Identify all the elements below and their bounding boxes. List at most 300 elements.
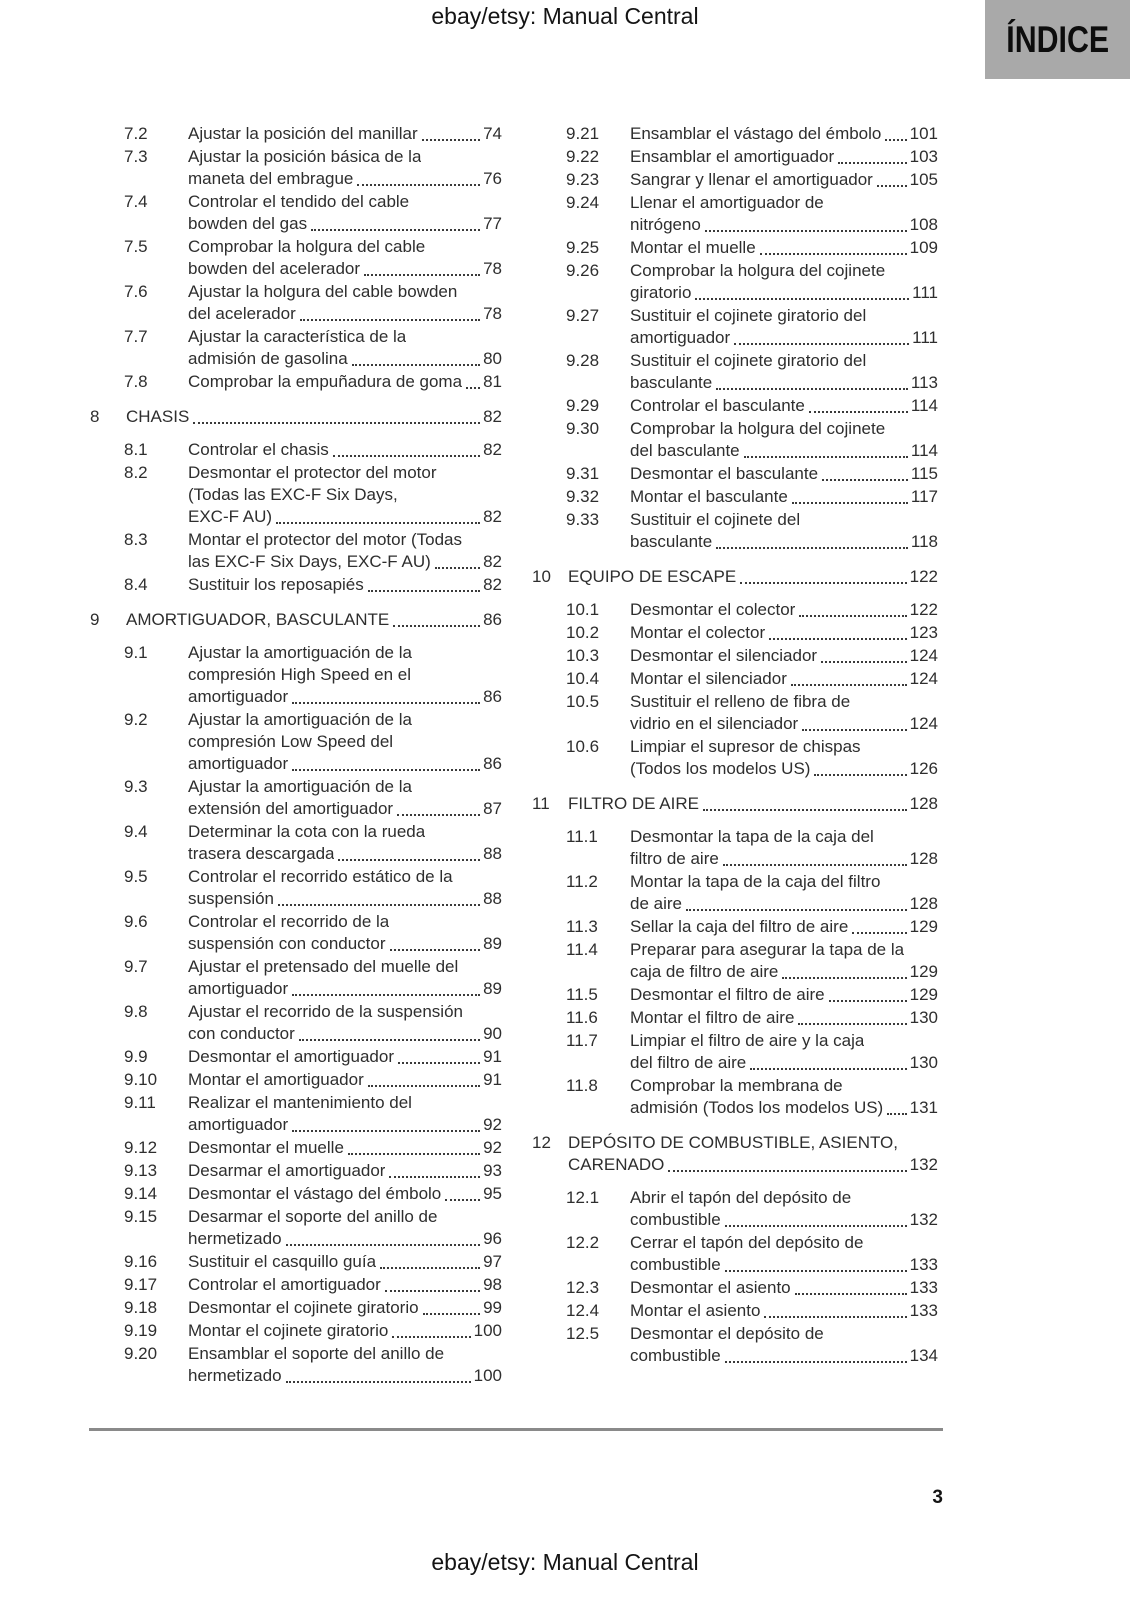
toc-section-entry [90, 406, 502, 428]
toc-entry-title [188, 462, 502, 528]
toc-entry-line [630, 916, 938, 938]
toc-entry-text: Ajustar la amortiguación de la [188, 643, 412, 662]
toc-entry-text: Controlar el tendido del cable [188, 192, 410, 211]
toc-entry-line [630, 327, 938, 349]
toc-entry-line [188, 664, 502, 686]
toc-entry-number: 9.22 [566, 147, 600, 166]
toc-item-entry [566, 622, 938, 644]
toc-item-entry [124, 642, 502, 708]
dot-leader [445, 1199, 480, 1201]
toc-item-entry [566, 509, 938, 553]
toc-entry-line [630, 599, 938, 621]
dot-leader [390, 949, 481, 951]
dot-leader [769, 638, 907, 640]
toc-entry-text: Sangrar y llenar el amortiguador [630, 170, 873, 189]
toc-entry-text: suspensión con conductor [188, 934, 386, 953]
toc-entry-number: 7.3 [124, 147, 148, 166]
dot-leader [292, 1130, 480, 1132]
toc-entry-text: Abrir el tapón del depósito de [630, 1188, 852, 1207]
dot-leader [338, 859, 480, 861]
toc-entry-text: Limpiar el filtro de aire y la caja [630, 1031, 865, 1050]
toc-entry-text: Desmontar el cojinete giratorio [188, 1298, 419, 1317]
header-title: ebay/etsy: Manual Central [431, 3, 699, 29]
toc-entry-title [630, 123, 938, 145]
toc-entry-line [188, 303, 502, 325]
toc-entry-page: 122 [909, 600, 938, 619]
toc-entry-title [630, 146, 938, 168]
footer-rule [89, 1428, 943, 1431]
dot-leader [792, 502, 908, 504]
toc-entry-line [188, 258, 502, 280]
toc-entry-page: 89 [483, 934, 502, 953]
toc-entry-page: 133 [909, 1278, 938, 1297]
toc-entry-text: combustible [630, 1346, 721, 1365]
toc-entry-title [188, 281, 502, 325]
toc-entry-page: 133 [909, 1301, 938, 1320]
toc-entry-line [630, 395, 938, 417]
toc-entry-line [630, 961, 938, 983]
toc-item-entry [566, 486, 938, 508]
toc-entry-text: trasera descargada [188, 844, 335, 863]
toc-item-entry [124, 1251, 502, 1273]
toc-entry-page: 131 [909, 1098, 938, 1117]
toc-item-entry [124, 956, 502, 1000]
toc-item-entry [124, 821, 502, 865]
toc-entry-number: 9.18 [124, 1298, 158, 1317]
toc-item-entry [566, 123, 938, 145]
dot-leader [782, 977, 906, 979]
toc-entry-line [188, 843, 502, 865]
toc-entry-title [630, 486, 938, 508]
toc-entry-title [126, 609, 502, 631]
toc-entry-text: EXC-F AU) [188, 507, 273, 526]
toc-entry-title [188, 1160, 502, 1182]
toc-entry-text: del filtro de aire [630, 1053, 747, 1072]
toc-entry-number: 7.6 [124, 282, 148, 301]
toc-entry-title [188, 1001, 502, 1045]
toc-item-entry [124, 529, 502, 573]
toc-entry-line [188, 168, 502, 190]
toc-entry-line [630, 736, 938, 758]
toc-item-entry [124, 776, 502, 820]
toc-entry-number: 7.2 [124, 124, 148, 143]
toc-entry-title [188, 776, 502, 820]
toc-entry-page: 124 [909, 669, 938, 688]
toc-column-right [532, 123, 938, 1368]
index-tab-label: ÍNDICE [1006, 18, 1109, 60]
toc-entry-text: de aire [630, 894, 682, 913]
toc-entry-text: amortiguador [188, 979, 289, 998]
toc-entry-line [188, 236, 502, 258]
dot-leader [686, 909, 907, 911]
toc-entry-line [188, 776, 502, 798]
toc-entry-number: 12.2 [566, 1233, 600, 1252]
toc-item-entry [566, 916, 938, 938]
toc-entry-number: 9.6 [124, 912, 148, 931]
toc-entry-number: 11.4 [566, 940, 598, 959]
toc-entry-line [630, 1187, 938, 1209]
toc-entry-title [630, 736, 938, 780]
toc-item-entry [124, 371, 502, 393]
dot-leader [791, 684, 907, 686]
toc-entry-title [630, 668, 938, 690]
toc-item-entry [124, 1137, 502, 1159]
toc-entry-text: Montar el filtro de aire [630, 1008, 795, 1027]
toc-entry-page: 117 [910, 487, 938, 506]
toc-entry-page: 115 [910, 464, 938, 483]
toc-entry-text: Preparar para asegurar la tapa de la [630, 940, 905, 959]
toc-item-entry [566, 237, 938, 259]
toc-entry-line [188, 866, 502, 888]
toc-entry-title [188, 1343, 502, 1387]
toc-entry-page: 129 [909, 985, 938, 1004]
toc-entry-line [630, 1300, 938, 1322]
toc-entry-page: 129 [909, 962, 938, 981]
toc-entry-title [630, 305, 938, 349]
toc-item-entry [124, 1206, 502, 1250]
toc-entry-text: Ajustar la amortiguación de la [188, 777, 412, 796]
toc-entry-line [188, 1206, 502, 1228]
toc-entry-text: Ensamblar el vástago del émbolo [630, 124, 882, 143]
toc-item-entry [566, 260, 938, 304]
dot-leader [397, 814, 480, 816]
toc-entry-text: Desmontar el colector [630, 600, 796, 619]
toc-item-entry [124, 1069, 502, 1091]
toc-entry-line [630, 848, 938, 870]
toc-entry-line [630, 622, 938, 644]
toc-entry-text: compresión High Speed en el [188, 665, 412, 684]
dot-leader [385, 1290, 480, 1292]
toc-entry-text: Llenar el amortiguador de [630, 193, 824, 212]
toc-entry-text: Ajustar la posición básica de la [188, 147, 422, 166]
toc-entry-title [188, 1274, 502, 1296]
toc-item-entry [124, 1320, 502, 1342]
toc-entry-line [188, 506, 502, 528]
toc-entry-text: amortiguador [188, 1115, 289, 1134]
toc-item-entry [566, 305, 938, 349]
toc-item-entry [124, 574, 502, 596]
toc-entry-text: Desmontar el basculante [630, 464, 819, 483]
toc-item-entry [566, 350, 938, 394]
toc-entry-title [630, 984, 938, 1006]
toc-entry-title [630, 916, 938, 938]
toc-entry-text: Desmontar el muelle [188, 1138, 344, 1157]
toc-entry-text: suspensión [188, 889, 275, 908]
toc-entry-text: CARENADO [568, 1155, 665, 1174]
toc-entry-text: Desmontar el vástago del émbolo [188, 1184, 442, 1203]
toc-entry-text: Comprobar la holgura del cojinete [630, 261, 886, 280]
toc-entry-line [630, 418, 938, 440]
toc-entry-line [188, 191, 502, 213]
toc-entry-number: 7.4 [124, 192, 148, 211]
toc-entry-text: Montar el silenciador [630, 669, 787, 688]
toc-entry-text: maneta del embrague [188, 169, 354, 188]
toc-entry-line [188, 1001, 502, 1023]
toc-entry-text: vidrio en el silenciador [630, 714, 799, 733]
toc-item-entry [566, 826, 938, 870]
toc-entry-text: Ensamblar el soporte del anillo de [188, 1344, 445, 1363]
dot-leader [822, 479, 908, 481]
toc-entry-text: Controlar el basculante [630, 396, 805, 415]
toc-entry-number: 9.30 [566, 419, 600, 438]
toc-entry-text: amortiguador [188, 754, 289, 773]
toc-entry-text: bowden del gas [188, 214, 308, 233]
toc-entry-line [630, 282, 938, 304]
toc-entry-number: 12.5 [566, 1324, 600, 1343]
toc-entry-line [630, 531, 938, 553]
toc-entry-title [188, 1297, 502, 1319]
toc-entry-number: 10.4 [566, 669, 600, 688]
toc-entry-text: Montar el amortiguador [188, 1070, 364, 1089]
toc-entry-text: bowden del acelerador [188, 259, 361, 278]
toc-item-entry [124, 1343, 502, 1387]
toc-entry-title [630, 350, 938, 394]
dot-leader [725, 1361, 907, 1363]
toc-entry-page: 132 [909, 1155, 938, 1174]
toc-entry-title [188, 326, 502, 370]
footer-title: ebay/etsy: Manual Central [431, 1549, 699, 1575]
dot-leader [795, 1293, 907, 1295]
toc-item-entry [566, 1030, 938, 1074]
toc-entry-text: Determinar la cota con la rueda [188, 822, 426, 841]
toc-entry-page: 99 [483, 1298, 502, 1317]
toc-section-entry [532, 566, 938, 588]
toc-entry-text: Ajustar la amortiguación de la [188, 710, 412, 729]
dot-leader [814, 774, 906, 776]
toc-entry-text: basculante [630, 532, 713, 551]
toc-entry-text: las EXC-F Six Days, EXC-F AU) [188, 552, 431, 571]
toc-entry-number: 12 [532, 1133, 551, 1152]
toc-entry-page: 89 [483, 979, 502, 998]
toc-entry-line [630, 645, 938, 667]
dot-leader [829, 1000, 907, 1002]
toc-entry-number: 9.25 [566, 238, 600, 257]
dot-leader [278, 904, 480, 906]
toc-entry-line [568, 793, 938, 815]
toc-item-entry [566, 1232, 938, 1276]
toc-entry-line [188, 326, 502, 348]
toc-entry-text: amortiguador [630, 328, 731, 347]
dot-leader [333, 455, 480, 457]
toc-entry-number: 11 [532, 794, 550, 813]
toc-section-entry [532, 1132, 938, 1176]
toc-entry-text: EQUIPO DE ESCAPE [568, 567, 737, 586]
toc-entry-page: 126 [909, 759, 938, 778]
toc-entry-line [188, 1023, 502, 1045]
toc-entry-text: basculante [630, 373, 713, 392]
toc-entry-number: 11.8 [566, 1076, 598, 1095]
toc-entry-text: Controlar el recorrido estático de la [188, 867, 453, 886]
toc-item-entry [124, 1046, 502, 1068]
toc-entry-page: 123 [909, 623, 938, 642]
toc-item-entry [124, 1092, 502, 1136]
toc-entry-line [188, 1365, 502, 1387]
toc-entry-text: Ajustar la característica de la [188, 327, 407, 346]
toc-entry-page: 91 [483, 1070, 502, 1089]
toc-entry-line [188, 642, 502, 664]
toc-entry-line [630, 305, 938, 327]
toc-entry-text: Ajustar el pretensado del muelle del [188, 957, 459, 976]
toc-entry-line [630, 758, 938, 780]
toc-entry-title [630, 622, 938, 644]
dot-leader [703, 809, 907, 811]
toc-entry-page: 111 [912, 328, 938, 347]
toc-entry-number: 8.4 [124, 575, 148, 594]
toc-entry-page: 78 [483, 259, 502, 278]
toc-entry-text: Comprobar la holgura del cojinete [630, 419, 886, 438]
dot-leader [744, 456, 908, 458]
toc-entry-line [630, 1030, 938, 1052]
toc-entry-line [630, 984, 938, 1006]
toc-entry-page: 118 [910, 532, 938, 551]
toc-entry-title [630, 1187, 938, 1231]
toc-entry-page: 88 [483, 844, 502, 863]
toc-entry-line [188, 462, 502, 484]
toc-entry-number: 8.2 [124, 463, 148, 482]
toc-entry-title [188, 529, 502, 573]
toc-item-entry [566, 1007, 938, 1029]
toc-item-entry [566, 146, 938, 168]
toc-entry-number: 9.23 [566, 170, 600, 189]
toc-entry-title [630, 871, 938, 915]
toc-entry-number: 7.5 [124, 237, 148, 256]
toc-item-entry [124, 281, 502, 325]
dot-leader [311, 229, 480, 231]
toc-entry-text: Controlar el chasis [188, 440, 329, 459]
page-number: 3 [932, 1487, 943, 1508]
toc-entry-page: 92 [483, 1138, 502, 1157]
toc-entry-title [188, 642, 502, 708]
toc-entry-page: 76 [483, 169, 502, 188]
toc-entry-text: Sustituir el relleno de fibra de [630, 692, 851, 711]
dot-leader [348, 1153, 480, 1155]
toc-entry-title [188, 709, 502, 775]
toc-entry-number: 9.29 [566, 396, 600, 415]
toc-entry-number: 10.2 [566, 623, 600, 642]
toc-entry-line [188, 798, 502, 820]
toc-entry-line [630, 691, 938, 713]
toc-item-entry [566, 691, 938, 735]
toc-entry-page: 130 [909, 1008, 938, 1027]
dot-leader [887, 1113, 906, 1115]
toc-entry-line [630, 1209, 938, 1231]
dot-leader [299, 1039, 480, 1041]
toc-entry-line [630, 440, 938, 462]
toc-entry-line [188, 348, 502, 370]
toc-entry-page: 128 [909, 794, 938, 813]
toc-entry-number: 7.7 [124, 327, 148, 346]
toc-entry-number: 9.12 [124, 1138, 158, 1157]
toc-item-entry [566, 1187, 938, 1231]
toc-entry-line [630, 893, 938, 915]
toc-entry-line [630, 169, 938, 191]
toc-entry-title [188, 236, 502, 280]
toc-entry-page: 124 [909, 646, 938, 665]
toc-entry-line [188, 1320, 502, 1342]
dot-leader [422, 139, 480, 141]
dot-leader [734, 343, 909, 345]
dot-leader [380, 1267, 480, 1269]
toc-entry-title [630, 691, 938, 735]
toc-entry-title [188, 191, 502, 235]
toc-item-entry [124, 326, 502, 370]
toc-entry-line [630, 1075, 938, 1097]
toc-entry-page: 114 [910, 441, 938, 460]
toc-entry-title [188, 821, 502, 865]
dot-leader [292, 702, 480, 704]
dot-leader [799, 615, 906, 617]
toc-entry-line [630, 1254, 938, 1276]
toc-entry-line [188, 529, 502, 551]
dot-leader [838, 162, 907, 164]
toc-entry-line [630, 123, 938, 145]
toc-item-entry [566, 1277, 938, 1299]
toc-entry-title [188, 1046, 502, 1068]
toc-entry-page: 80 [483, 349, 502, 368]
toc-entry-line [630, 1323, 938, 1345]
toc-entry-text: (Todos los modelos US) [630, 759, 811, 778]
toc-entry-line [630, 486, 938, 508]
toc-entry-text: Sustituir el cojinete giratorio del [630, 351, 867, 370]
toc-entry-line [630, 1277, 938, 1299]
toc-entry-number: 9.3 [124, 777, 148, 796]
toc-entry-number: 9.20 [124, 1344, 158, 1363]
toc-entry-text: Montar la tapa de la caja del filtro [630, 872, 881, 891]
toc-entry-title [630, 1232, 938, 1276]
toc-entry-number: 9.4 [124, 822, 148, 841]
toc-entry-title [188, 866, 502, 910]
toc-entry-page: 81 [483, 372, 502, 391]
dot-leader [885, 139, 906, 141]
toc-entry-number: 9.1 [124, 643, 148, 662]
dot-leader [423, 1313, 481, 1315]
dot-leader [821, 661, 907, 663]
toc-entry-title [630, 463, 938, 485]
toc-entry-text: Controlar el recorrido de la [188, 912, 390, 931]
toc-entry-text: Comprobar la empuñadura de goma [188, 372, 463, 391]
toc-entry-number: 11.5 [566, 985, 598, 1004]
toc-entry-number: 10.6 [566, 737, 600, 756]
toc-entry-number: 11.2 [566, 872, 598, 891]
toc-entry-number: 9.15 [124, 1207, 158, 1226]
toc-entry-text: hermetizado [188, 1366, 282, 1385]
toc-entry-title [188, 1137, 502, 1159]
toc-entry-number: 9 [90, 610, 100, 629]
toc-entry-title [630, 599, 938, 621]
toc-entry-line [630, 1007, 938, 1029]
toc-entry-number: 9.11 [124, 1093, 156, 1112]
toc-entry-line [630, 509, 938, 531]
toc-entry-title [630, 395, 938, 417]
toc-entry-line [126, 609, 502, 631]
toc-entry-number: 9.28 [566, 351, 600, 370]
toc-entry-text: del acelerador [188, 304, 296, 323]
dot-leader [368, 590, 480, 592]
toc-entry-text: hermetizado [188, 1229, 282, 1248]
toc-entry-text: (Todas las EXC-F Six Days, [188, 485, 398, 504]
toc-entry-page: 103 [909, 147, 938, 166]
toc-entry-page: 92 [483, 1115, 502, 1134]
toc-item-entry [124, 911, 502, 955]
toc-item-entry [124, 123, 502, 145]
toc-entry-number: 9.7 [124, 957, 148, 976]
toc-entry-title [188, 1183, 502, 1205]
toc-entry-text: filtro de aire [630, 849, 719, 868]
toc-entry-title [630, 1277, 938, 1299]
toc-entry-page: 74 [483, 124, 502, 143]
toc-entry-line [188, 146, 502, 168]
toc-entry-number: 11.6 [566, 1008, 598, 1027]
